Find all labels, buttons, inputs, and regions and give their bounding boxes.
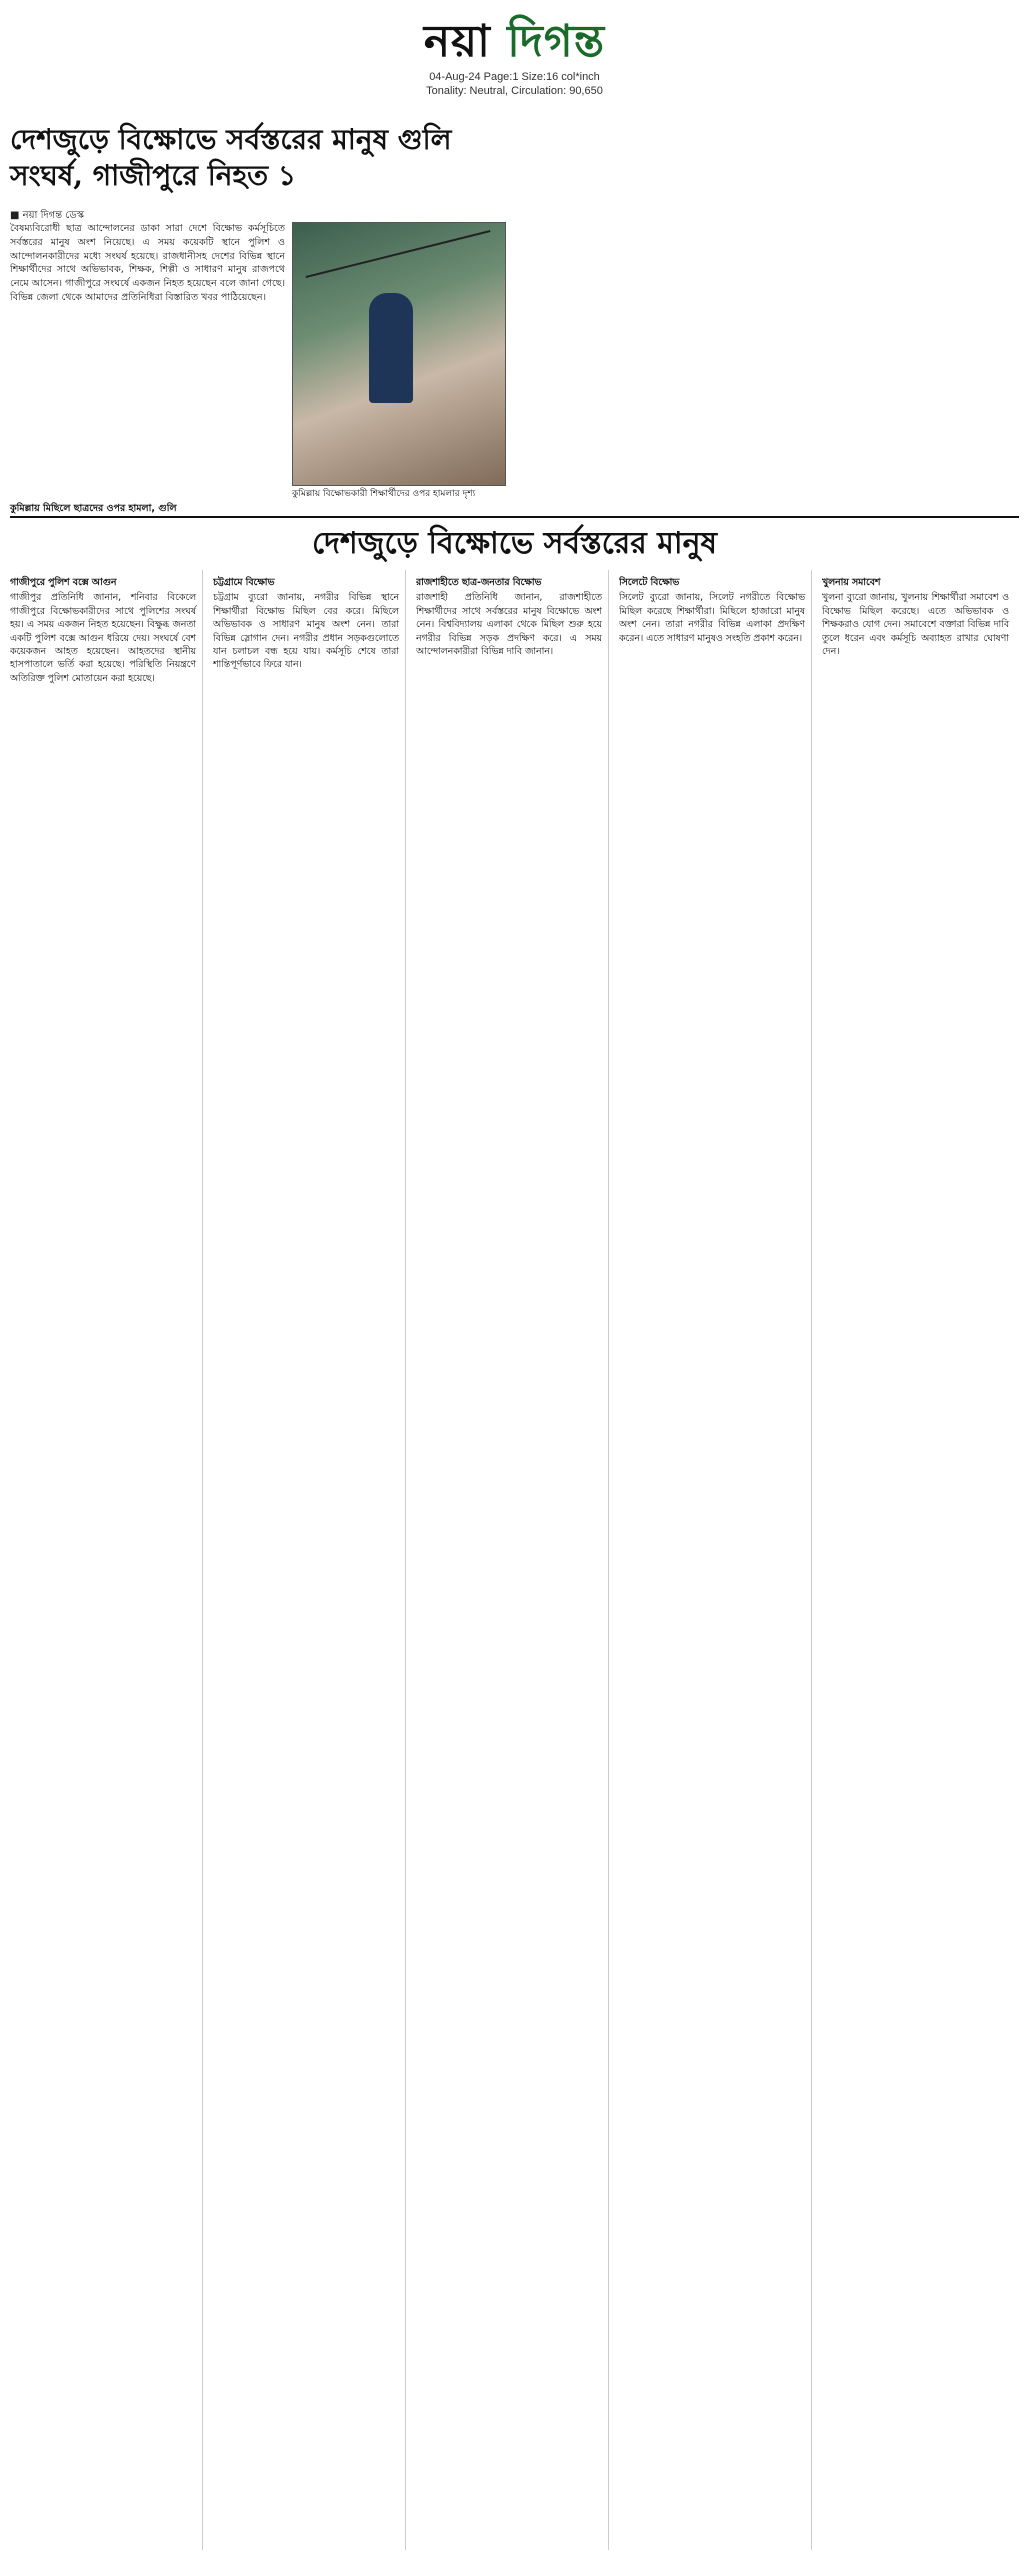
- column-2-head: চট্টগ্রামে বিক্ষোভ: [213, 577, 275, 588]
- meta-line-2: Tonality: Neutral, Circulation: 90,650: [426, 85, 603, 97]
- photo-detail-wire: [306, 230, 491, 278]
- column-3: [416, 570, 609, 2550]
- column-1-head: গাজীপুরে পুলিশ বক্সে আগুন: [10, 577, 117, 588]
- lead-headline-block: [10, 122, 505, 194]
- lead-byline: ■ নয়া দিগন্ত ডেস্ক: [10, 210, 84, 221]
- article-columns: [10, 570, 1019, 2550]
- column-5-body: খুলনা ব্যুরো জানায়, খুলনায় শিক্ষার্থীরা সমাবেশ ও বিক্ষোভ মিছিল করেছে। এতে অভিভাবক ও শিক্ষকরাও যোগ দেন। সমাবেশে বক্তারা বিভিন্ন দাবি তুলে ধরেন এবং কর্মসূচি অব্যাহত রাখার ঘোষণা দেন।: [822, 592, 1009, 658]
- column-4-head: সিলেটে বিক্ষোভ: [619, 577, 680, 588]
- logo-part-2: দিগন্ত: [507, 16, 606, 67]
- column-1-body: গাজীপুর প্রতিনিধি জানান, শনিবার বিকেলে গাজীপুরে বিক্ষোভকারীদের সাথে পুলিশের সংঘর্ষ হয়। এ সময় একজন নিহত হয়েছেন। বিক্ষুব্ধ জনতা একটি পুলিশ বক্সে আগুন ধরিয়ে দেয়। সংঘর্ষে বেশ কয়েকজন আহত হয়েছেন। আহতদের স্থানীয় হাসপাতালে ভর্তি করা হয়েছে। পরিস্থিতি নিয়ন্ত্রণে অতিরিক্ত পুলিশ মোতায়েন করা হয়েছে।: [10, 592, 196, 684]
- photo-detail-figure: [369, 293, 413, 403]
- newspaper-logo: [423, 16, 606, 67]
- column-5: [822, 570, 1015, 2550]
- column-4-body: সিলেট ব্যুরো জানায়, সিলেট নগরীতে বিক্ষোভ মিছিল করেছে শিক্ষার্থীরা। মিছিলে হাজারো মানুষ অংশ নেন। তারা নগরীর বিভিন্ন এলাকা প্রদক্ষিণ করেন। এতে সাধারণ মানুষও সংহতি প্রকাশ করেন।: [619, 592, 805, 644]
- masthead: [0, 16, 1029, 98]
- column-4: [619, 570, 812, 2550]
- photo-caption: কুমিল্লায় বিক্ষোভকারী শিক্ষার্থীদের ওপর হামলার দৃশ্য: [292, 489, 476, 499]
- second-headline: দেশজুড়ে বিক্ষোভে সর্বস্তরের মানুষ: [311, 526, 718, 561]
- lead-body: বৈষম্যবিরোধী ছাত্র আন্দোলনের ডাকা সারা দেশে বিক্ষোভ কর্মসূচিতে সর্বস্তরের মানুষ অংশ নিয়েছে। এ সময় কয়েকটি স্থানে পুলিশ ও আন্দোলনকারীদের মধ্যে সংঘর্ষ হয়েছে। রাজধানীসহ দেশের বিভিন্ন স্থানে শিক্ষার্থীদের সাথে অভিভাবক, শিক্ষক, শিল্পী ও সাধারণ মানুষ রাজপথে নেমে আসেন। গাজীপুরে সংঘর্ষে একজন নিহত হয়েছেন বলে জানা গেছে। বিভিন্ন জেলা থেকে আমাদের প্রতিনিধিরা বিস্তারিত খবর পাঠিয়েছেন।: [10, 223, 285, 303]
- lead-subhead: কুমিল্লায় মিছিলে ছাত্রদের ওপর হামলা, গুলি: [10, 503, 177, 514]
- lead-headline: দেশজুড়ে বিক্ষোভে সর্বস্তরের মানুষ গুলি সংঘর্ষ, গাজীপুরে নিহত ১: [10, 123, 452, 192]
- column-2: [213, 570, 406, 2550]
- meta-line-1: 04-Aug-24 Page:1 Size:16 col*inch: [429, 71, 600, 83]
- lead-photo: [292, 222, 506, 486]
- section-divider: [10, 516, 1019, 518]
- clipping-meta: [0, 70, 1029, 98]
- column-1: [10, 570, 203, 2550]
- column-2-body: চট্টগ্রাম ব্যুরো জানায়, নগরীর বিভিন্ন স্থানে শিক্ষার্থীরা বিক্ষোভ মিছিল বের করে। মিছিলে অভিভাবক ও সাধারণ মানুষ অংশ নেন। তারা বিভিন্ন স্লোগান দেন। নগরীর প্রধান সড়কগুলোতে যান চলাচল বন্ধ হয়ে যায়। কর্মসূচি শেষে তারা শান্তিপূর্ণভাবে ফিরে যান।: [213, 592, 399, 671]
- column-5-head: খুলনায় সমাবেশ: [822, 577, 881, 588]
- column-3-body: রাজশাহী প্রতিনিধি জানান, রাজশাহীতে শিক্ষার্থীদের সাথে সর্বস্তরের মানুষ বিক্ষোভে অংশ নেন। বিশ্ববিদ্যালয় এলাকা থেকে মিছিল শুরু হয়ে নগরীর বিভিন্ন সড়ক প্রদক্ষিণ করে। এ সময় আন্দোলনকারীরা বিভিন্ন দাবি জানান।: [416, 592, 602, 658]
- logo-part-1: নয়া: [423, 16, 491, 67]
- column-3-head: রাজশাহীতে ছাত্র-জনতার বিক্ষোভ: [416, 577, 542, 588]
